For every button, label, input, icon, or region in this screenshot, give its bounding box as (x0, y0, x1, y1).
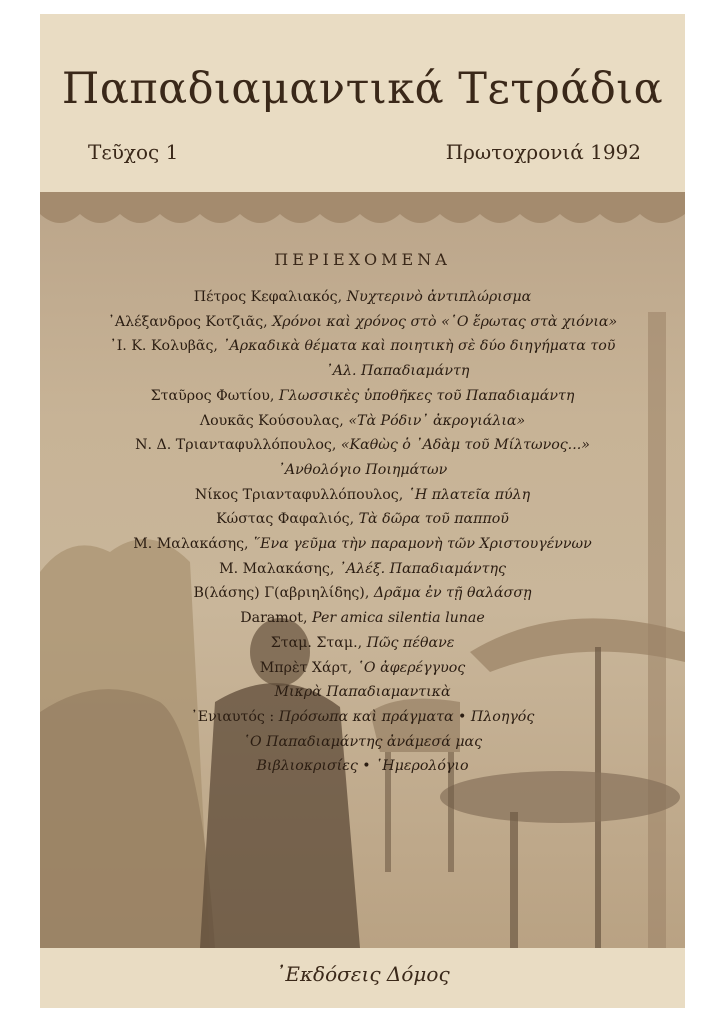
toc-entry (40, 433, 685, 458)
toc-author: Πέτρος Κεφαλιακός, (193, 289, 347, 305)
toc-work: Γλωσσικὲς ὑποθῆκες τοῦ Παπαδιαμάντη (278, 387, 575, 404)
publisher-name: ᾿Εκδόσεις Δόμος (275, 962, 450, 986)
toc-work: ῞Ενα γεῦμα τὴν παραμονὴ τῶν Χριστουγέννων (253, 536, 592, 553)
toc-author: Σταῦρος Φωτίου, (150, 387, 279, 404)
toc-author: Λουκᾶς Κούσουλας, (199, 412, 349, 429)
toc-work: «Καθὼς ὁ ᾿Αδὰμ τοῦ Μίλτωνος...» (340, 437, 590, 454)
toc-entry (40, 680, 685, 705)
toc-entry (40, 606, 685, 631)
issue-date: Πρωτοχρονιά 1992 (445, 140, 641, 164)
toc-author: Νίκος Τριανταφυλλόπουλος, (194, 486, 408, 503)
toc-entry (40, 581, 685, 606)
toc-author: Μ. Μαλακάσης, (133, 536, 254, 553)
toc-work: Δρᾶμα ἐν τῇ θαλάσσῃ (373, 585, 532, 602)
toc-entry (40, 409, 685, 434)
toc-author: Μ. Μαλακάσης, (219, 560, 339, 577)
toc-entry (40, 557, 685, 582)
toc-author: Μπρὲτ Χάρτ, (259, 659, 357, 676)
toc-work: «Τὰ Ρόδιν᾿ ἀκρογιάλια» (348, 412, 526, 429)
toc-author: Daramot, (240, 610, 313, 627)
toc-entry (40, 730, 685, 755)
toc-author: Β(λάσης) Γ(αβριηλίδης), (193, 585, 374, 602)
toc-entry (40, 705, 685, 730)
cover-title: Παπαδιαμαντικά Τετράδια (61, 64, 664, 114)
toc-entry (40, 384, 685, 409)
toc-work: ῾Ο Παπαδιαμάντης ἀνάμεσά μας (242, 733, 483, 750)
toc-entry (40, 310, 685, 335)
toc-work: Πρόσωπα καὶ πράγματα • Πλοηγός (278, 708, 535, 725)
toc-entry (40, 507, 685, 532)
toc-entry (40, 334, 685, 359)
toc-author: ᾿Αλέξανδρος Κοτζιᾶς, (107, 313, 273, 330)
toc-author: Ν. Δ. Τριανταφυλλόπουλος, (135, 437, 341, 454)
toc-entry (40, 532, 685, 557)
toc-work: Νυχτερινὸ ἀντιπλώρισμα (346, 289, 532, 305)
toc-work: Τὰ δῶρα τοῦ παπποῦ (358, 511, 509, 528)
toc-work: ᾿Αρκαδικὰ θέματα καὶ ποιητικὴ σὲ δύο διηγήματα τοῦ (222, 338, 616, 355)
toc-work: Per amica silentia lunae (312, 610, 485, 627)
toc-list (40, 285, 685, 779)
toc-work: ῾Η πλατεῖα πύλη (407, 486, 531, 503)
book-cover (40, 14, 685, 1008)
toc-work: ᾿Ανθολόγιο Ποιημάτων (277, 461, 448, 478)
toc-entry (40, 458, 685, 483)
toc-entry (40, 285, 685, 310)
toc-work: ῾Ο ἀφερέγγυος (356, 659, 466, 676)
toc-work: ᾿Αλ. Παπαδιαμάντη (325, 363, 470, 380)
toc-work: Πῶς πέθανε (366, 634, 455, 651)
toc-entry (40, 754, 685, 779)
toc-author: ᾿Ενιαυτός : (190, 708, 279, 725)
toc-work: Χρόνοι καὶ χρόνος στὸ «῾Ο ἔρωτας στὰ χιόνια» (272, 313, 618, 330)
toc-work: Μικρὰ Παπαδιαμαντικὰ (274, 684, 451, 701)
toc-entry (40, 359, 685, 384)
toc-work: ᾿Αλέξ. Παπαδιαμάντης (338, 560, 506, 577)
issue-number: Τεῦχος 1 (88, 140, 179, 164)
toc-author: Κώστας Φαφαλιός, (216, 511, 359, 528)
toc-author: Σταμ. Σταμ., (270, 634, 367, 651)
toc-work: Βιβλιοκρισίες • ῾Ημερολόγιο (256, 758, 469, 775)
contents-heading: ΠΕΡΙΕΧΟΜΕΝΑ (274, 250, 451, 269)
toc-author: ᾿Ι. Κ. Κολυβᾶς, (109, 338, 223, 355)
toc-entry (40, 656, 685, 681)
awning-scallops (40, 192, 685, 223)
toc-entry (40, 631, 685, 656)
table-of-contents (40, 250, 685, 779)
table-leg (510, 812, 518, 948)
toc-entry (40, 483, 685, 508)
